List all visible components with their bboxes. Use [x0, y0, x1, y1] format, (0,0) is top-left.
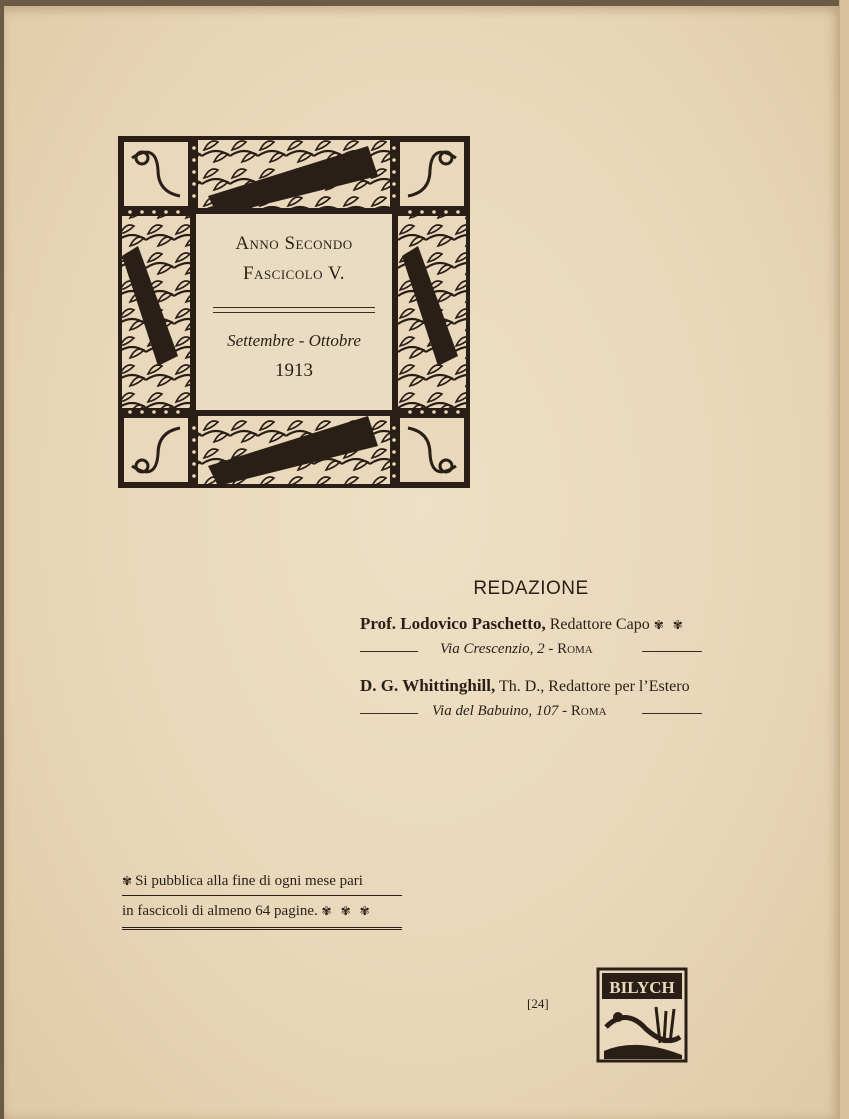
fascicolo-label: Fascicolo V. — [242, 263, 345, 284]
notice-text-2: in fascicoli di almeno 64 pagine. — [122, 903, 318, 919]
rule-right — [642, 713, 702, 714]
page-number: [24] — [527, 996, 549, 1011]
page-edge — [839, 0, 849, 1119]
editor1-city: Roma — [557, 641, 593, 657]
editor2-role: Th. D., Redattore per l’Estero — [498, 678, 690, 695]
editor1-role: Redattore Capo — [549, 616, 650, 633]
bilychnis-logo — [596, 967, 688, 1063]
editor2-address — [360, 703, 702, 723]
months-label: Settembre - Ottobre — [227, 331, 361, 350]
flower-ornament-icon: ✾ ✾ ✾ — [321, 904, 373, 918]
flower-ornament-icon: ✾ ✾ — [653, 618, 686, 632]
flower-ornament-icon: ✾ — [122, 874, 136, 888]
logo-letters: BILYCH — [609, 978, 675, 997]
editor1-line — [360, 614, 702, 634]
editor1-street: Via Crescenzio, 2 - — [440, 641, 554, 657]
editor2-street: Via del Babuino, 107 - — [432, 703, 568, 719]
notice-text-1: Si pubblica alla fine di ogni mese pari — [135, 873, 363, 889]
ornamental-frame — [118, 136, 470, 488]
frame-text-panel — [195, 213, 393, 409]
notice-line-2 — [122, 903, 402, 930]
rule-left — [360, 713, 418, 714]
double-rule — [213, 307, 375, 313]
bilychnis-emblem-icon — [596, 967, 688, 1063]
redazione-heading: REDAZIONE — [473, 578, 589, 599]
editor2-city: Roma — [570, 703, 607, 719]
rule-right — [642, 651, 702, 652]
rule-left — [360, 651, 418, 652]
editor2-name: D. G. Whittinghill, — [360, 676, 496, 695]
year-label: 1913 — [275, 360, 313, 381]
editor2-line — [360, 676, 702, 696]
editor1-name: Prof. Lodovico Paschetto, — [360, 614, 546, 633]
editor1-address — [360, 641, 702, 661]
notice-line-1 — [122, 873, 402, 896]
anno-label: Anno Secondo — [235, 233, 353, 254]
